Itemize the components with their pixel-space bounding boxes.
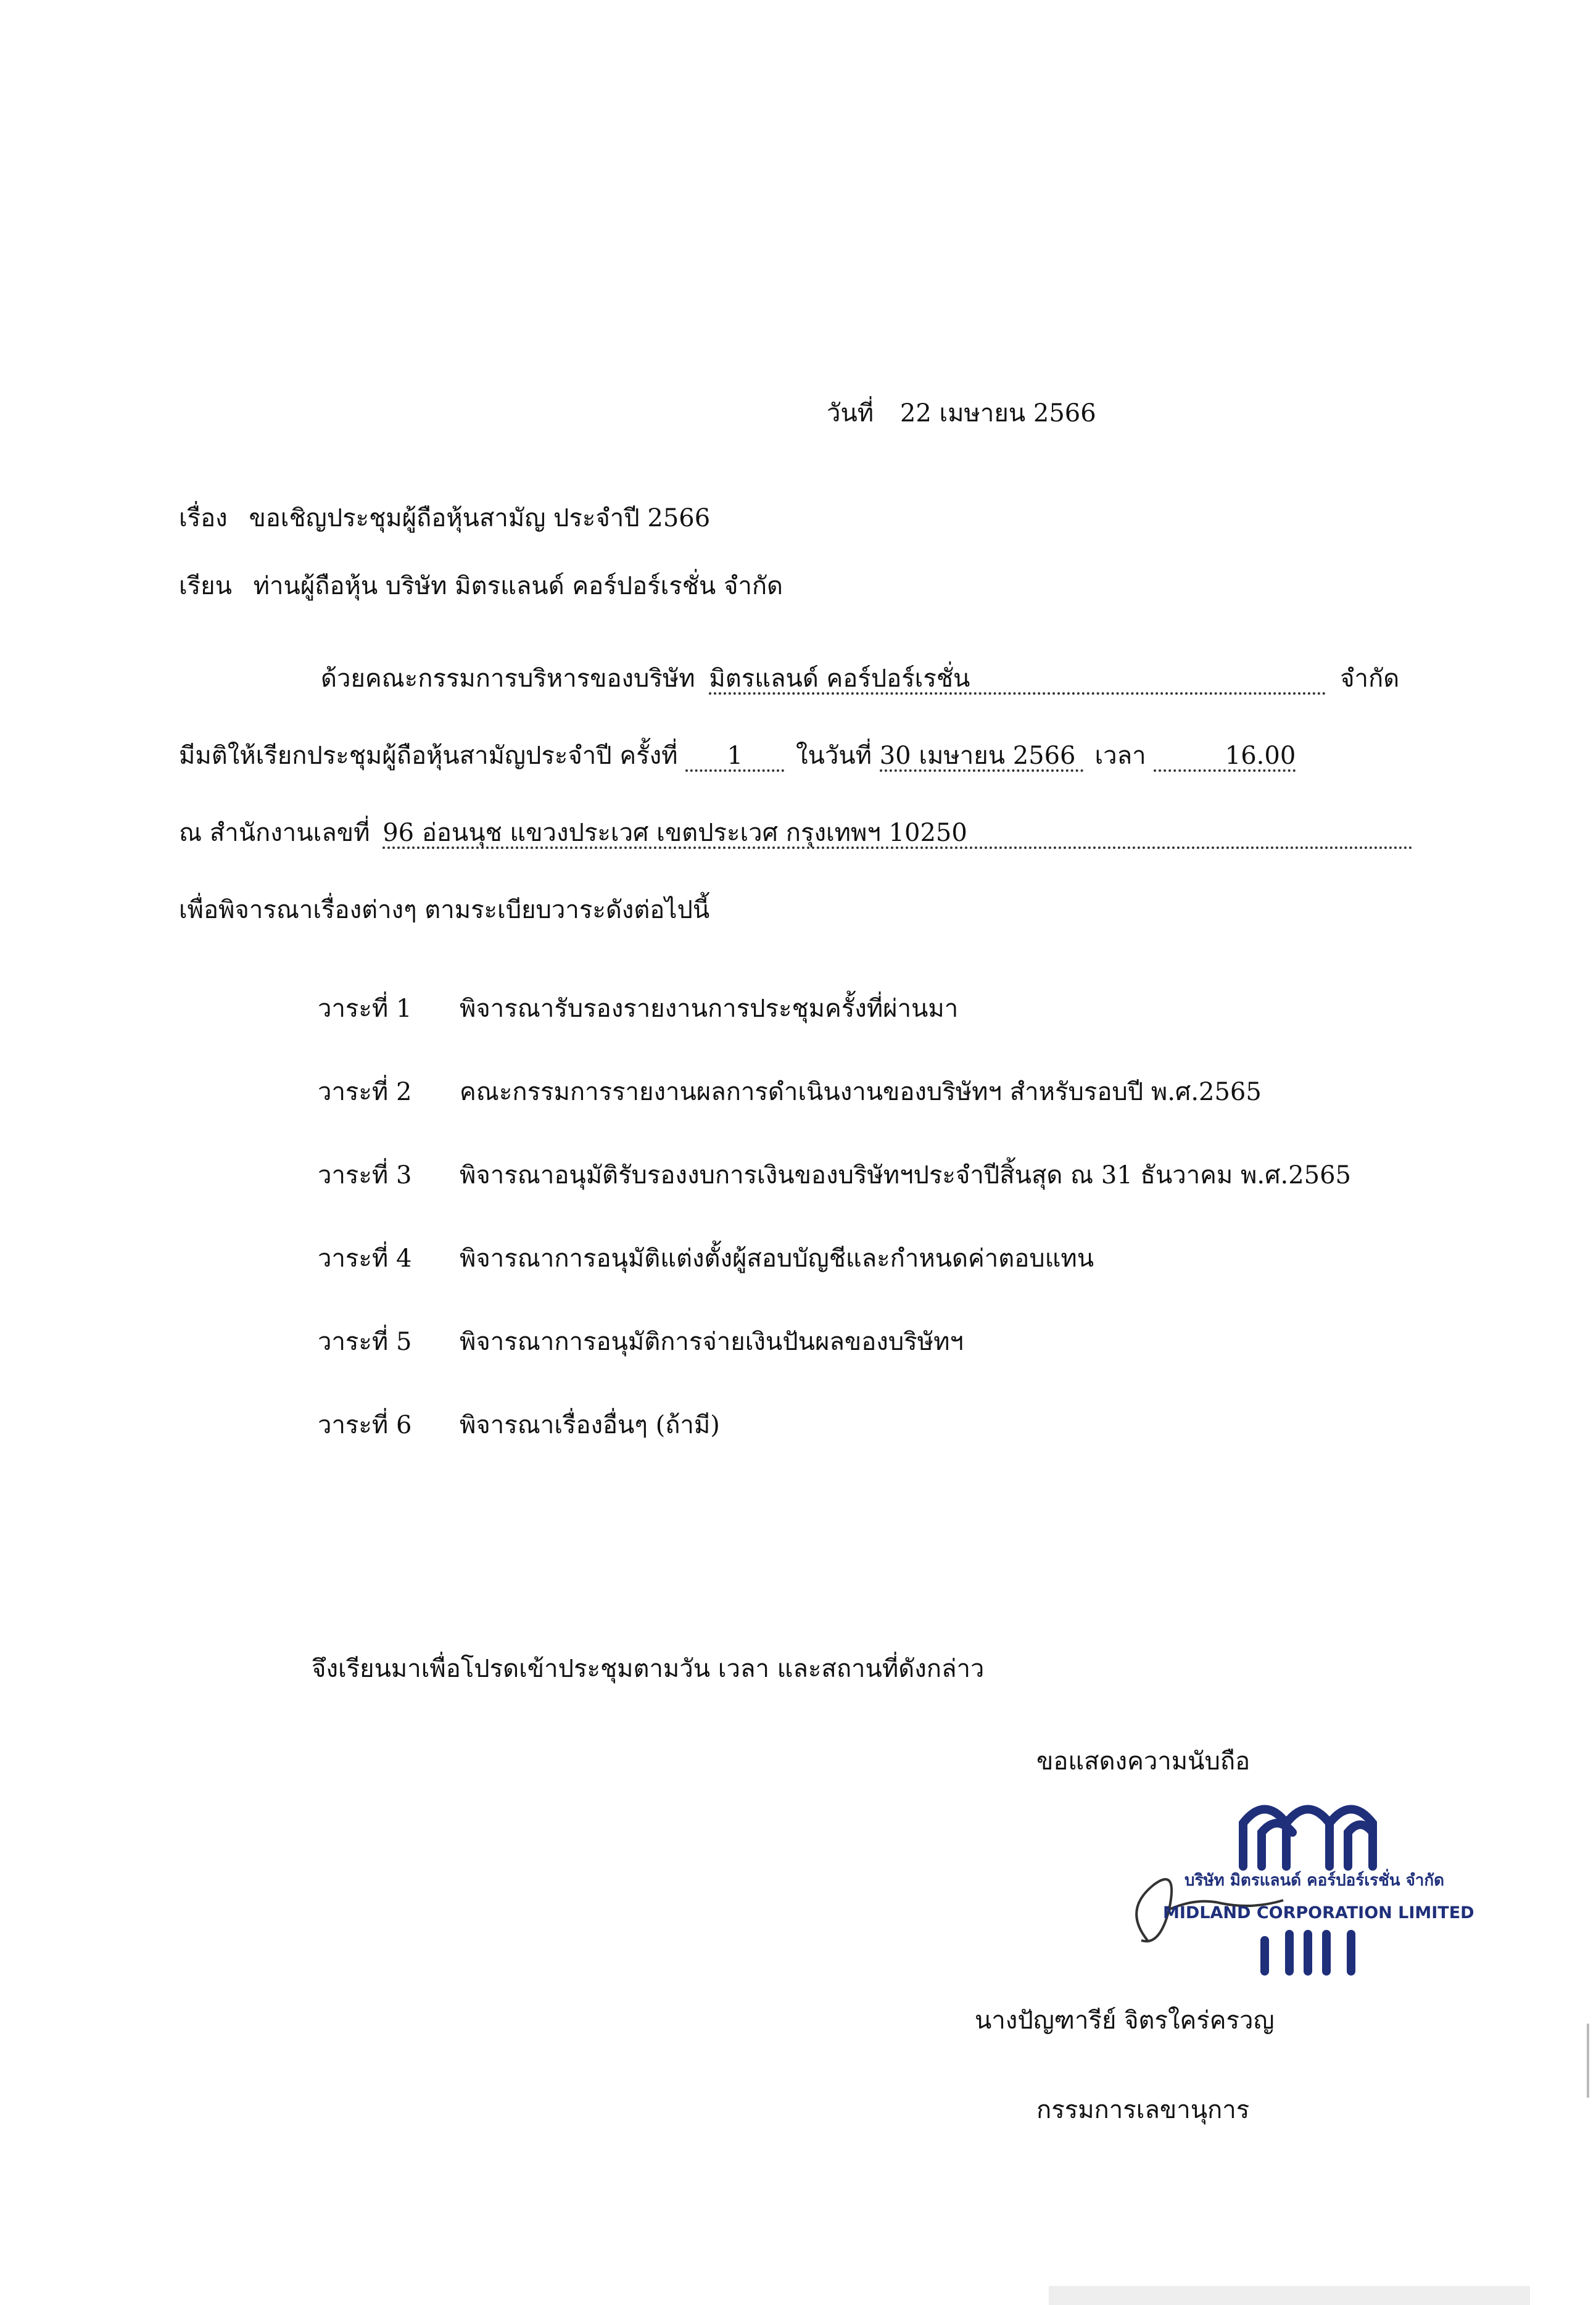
agenda-number: วาระที่ 2 xyxy=(318,1078,412,1106)
subject-label: เรื่อง xyxy=(179,504,228,532)
body-line-1 xyxy=(321,666,1399,695)
agenda-item xyxy=(318,1413,1490,1450)
agenda-item xyxy=(318,1080,1490,1117)
agenda-number: วาระที่ 3 xyxy=(318,1161,412,1190)
stamp-english-text: MIDLAND CORPORATION LIMITED xyxy=(1163,1903,1474,1922)
agenda-item xyxy=(318,996,1490,1033)
meeting-time-field: 16.00 xyxy=(1154,743,1296,772)
scan-edge-mark xyxy=(1587,2024,1589,2098)
recipient-text: ท่านผู้ถือหุ้น บริษัท มิตรแลนด์ คอร์ปอร์เรชั่น จำกัด xyxy=(253,572,784,600)
agenda-text: พิจารณาเรื่องอื่นๆ (ถ้ามี) xyxy=(460,1411,720,1439)
body-line1-suffix: จำกัด xyxy=(1340,664,1400,693)
subject-text: ขอเชิญประชุมผู้ถือหุ้นสามัญ ประจำปี 2566 xyxy=(249,504,711,532)
date-label: วันที่ xyxy=(827,399,874,428)
agenda-item xyxy=(318,1246,1490,1283)
stamp-thai-text: บริษัท มิตรแลนด์ คอร์ปอร์เรชั่น จำกัด xyxy=(1185,1871,1445,1890)
time-label: เวลา xyxy=(1094,742,1146,770)
closing-regards: ขอแสดงความนับถือ xyxy=(1036,1747,1251,1776)
body-line-3 xyxy=(179,821,1413,849)
body-line2-prefix: มีมติให้เรียกประชุมผู้ถือหุ้นสามัญประจำปี ครั้งที่ xyxy=(179,742,678,770)
agenda-intro: เพื่อพิจารณาเรื่องต่างๆ ตามระเบียบวาระดังต่อไปนี้ xyxy=(179,896,710,924)
recipient-label: เรียน xyxy=(179,572,232,600)
recipient-line xyxy=(179,574,783,598)
signatory-name: นางปัญฑารีย์ จิตรใคร่ครวญ xyxy=(975,2006,1275,2035)
agenda-item xyxy=(318,1330,1490,1367)
agenda-text: พิจารณาการอนุมัติการจ่ายเงินปันผลของบริษัทฯ xyxy=(460,1328,964,1356)
body-line1-prefix: ด้วยคณะกรรมการบริหารของบริษัท xyxy=(321,664,695,693)
signatory-title: กรรมการเลขานุการ xyxy=(1036,2096,1250,2124)
date-line xyxy=(827,401,1096,426)
agenda-text: พิจารณาการอนุมัติแต่งตั้งผู้สอบบัญชีและกำหนดค่าตอบแทน xyxy=(460,1244,1094,1273)
company-stamp xyxy=(1110,1786,1474,1990)
on-date-label: ในวันที่ xyxy=(795,742,872,770)
date-value: 22 เมษายน 2566 xyxy=(899,399,1096,428)
closing-invite: จึงเรียนมาเพื่อโปรดเข้าประชุมตามวัน เวลา และสถานที่ดังกล่าว xyxy=(312,1655,985,1683)
agenda-number: วาระที่ 4 xyxy=(318,1244,412,1273)
company-name-field: มิตรแลนด์ คอร์ปอร์เรชั่น xyxy=(709,666,1326,695)
agenda-text: คณะกรรมการรายงานผลการดำเนินงานของบริษัทฯ สำหรับรอบปี พ.ศ.2565 xyxy=(460,1078,1262,1106)
subject-line xyxy=(179,506,710,531)
address-field: 96 อ่อนนุช แขวงประเวศ เขตประเวศ กรุงเทพฯ 10250 xyxy=(382,821,1413,849)
agenda-number: วาระที่ 6 xyxy=(318,1411,412,1439)
scan-edge-mark xyxy=(1049,2286,1530,2305)
agenda-number: วาระที่ 1 xyxy=(318,995,412,1023)
meeting-number-field: 1 xyxy=(685,743,784,772)
agenda-number: วาระที่ 5 xyxy=(318,1328,412,1356)
agenda-text: พิจารณาอนุมัติรับรองงบการเงินของบริษัทฯประจำปีสิ้นสุด ณ 31 ธันวาคม พ.ศ.2565 xyxy=(460,1161,1351,1190)
agenda-item xyxy=(318,1163,1490,1200)
body-line-4 xyxy=(179,898,709,922)
meeting-date-field: 30 เมษายน 2566 xyxy=(880,743,1083,772)
agenda-text: พิจารณารับรองรายงานการประชุมครั้งที่ผ่านมา xyxy=(460,995,959,1023)
body-line-2 xyxy=(179,743,1296,772)
body-line3-prefix: ณ สำนักงานเลขที่ xyxy=(179,819,370,847)
